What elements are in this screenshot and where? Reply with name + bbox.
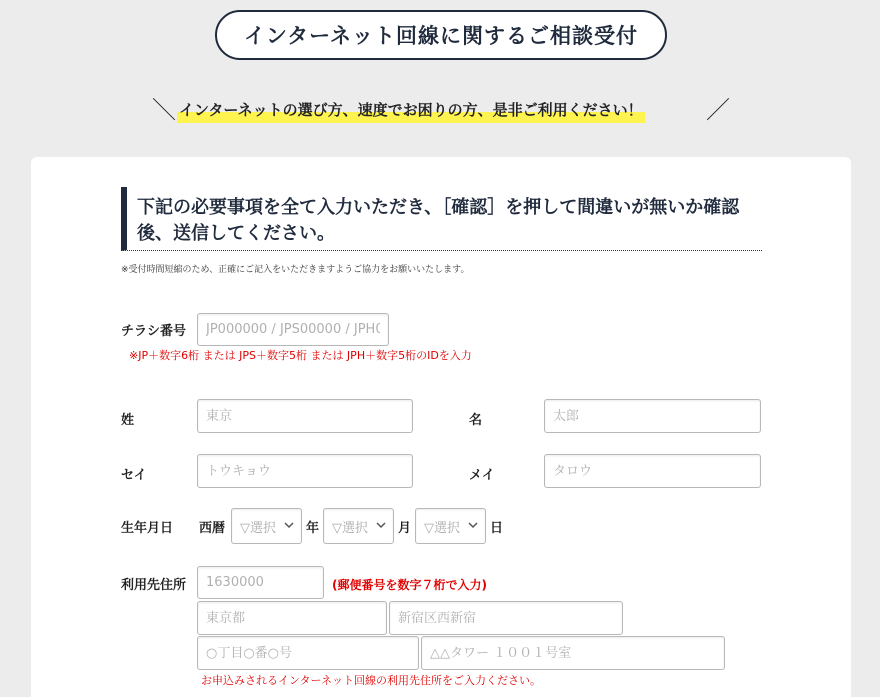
last-kana-input[interactable] bbox=[197, 454, 413, 488]
building-input[interactable] bbox=[421, 636, 725, 670]
address-hint: お申込みされるインターネット回線の利用先住所をご入力ください。 bbox=[201, 674, 542, 687]
tagline-section bbox=[0, 96, 880, 126]
chevron-down-icon bbox=[467, 519, 479, 531]
chevron-down-icon bbox=[283, 519, 295, 531]
year-unit: 年 bbox=[306, 521, 320, 536]
city-input[interactable] bbox=[389, 601, 623, 635]
birth-month-select-value: ▽選択 bbox=[332, 520, 368, 536]
form-note: ※受付時間短縮のため、正確にご記入をいただきますようご協力をお願いいたします。 bbox=[121, 265, 470, 275]
birth-month-select[interactable] bbox=[323, 508, 394, 544]
last-name-input[interactable] bbox=[197, 399, 413, 433]
birth-day-select[interactable] bbox=[415, 508, 486, 544]
last-name-label: 姓 bbox=[121, 413, 135, 428]
first-kana-label: メイ bbox=[469, 468, 495, 483]
era-label: 西暦 bbox=[199, 521, 226, 536]
chevron-down-icon bbox=[375, 519, 387, 531]
postal-code-input[interactable] bbox=[197, 566, 324, 599]
day-unit: 日 bbox=[490, 521, 504, 536]
page-title: インターネット回線に関するご相談受付 bbox=[215, 10, 667, 60]
birth-day-select-value: ▽選択 bbox=[424, 520, 460, 536]
form-heading: 下記の必要事項を全て入力いただき、［確認］を押して間違いが無いか確認後、送信してください。 bbox=[121, 187, 762, 251]
first-name-label: 名 bbox=[469, 413, 483, 428]
street-input[interactable] bbox=[197, 636, 419, 670]
first-name-input[interactable] bbox=[544, 399, 761, 433]
last-kana-label: セイ bbox=[121, 468, 147, 483]
flyer-number-label: チラシ番号 bbox=[121, 324, 187, 339]
slash-left-decoration: ＼ bbox=[152, 96, 176, 124]
first-kana-input[interactable] bbox=[544, 454, 761, 488]
slash-right-decoration: ／ bbox=[706, 96, 730, 124]
prefecture-input[interactable] bbox=[197, 601, 387, 635]
flyer-number-input[interactable] bbox=[197, 313, 389, 346]
birth-year-select-value: ▽選択 bbox=[240, 520, 276, 536]
address-label: 利用先住所 bbox=[121, 578, 187, 593]
month-unit: 月 bbox=[398, 521, 412, 536]
postal-code-hint: (郵便番号を数字７桁で入力) bbox=[332, 578, 487, 592]
birth-year-select[interactable] bbox=[231, 508, 302, 544]
flyer-number-hint: ※JP＋数字6桁 または JPS＋数字5桁 または JPH＋数字5桁のIDを入力 bbox=[129, 349, 472, 362]
birthdate-label: 生年月日 bbox=[121, 521, 174, 536]
tagline-text: インターネットの選び方、速度でお困りの方、是非ご利用ください！ bbox=[177, 99, 645, 123]
